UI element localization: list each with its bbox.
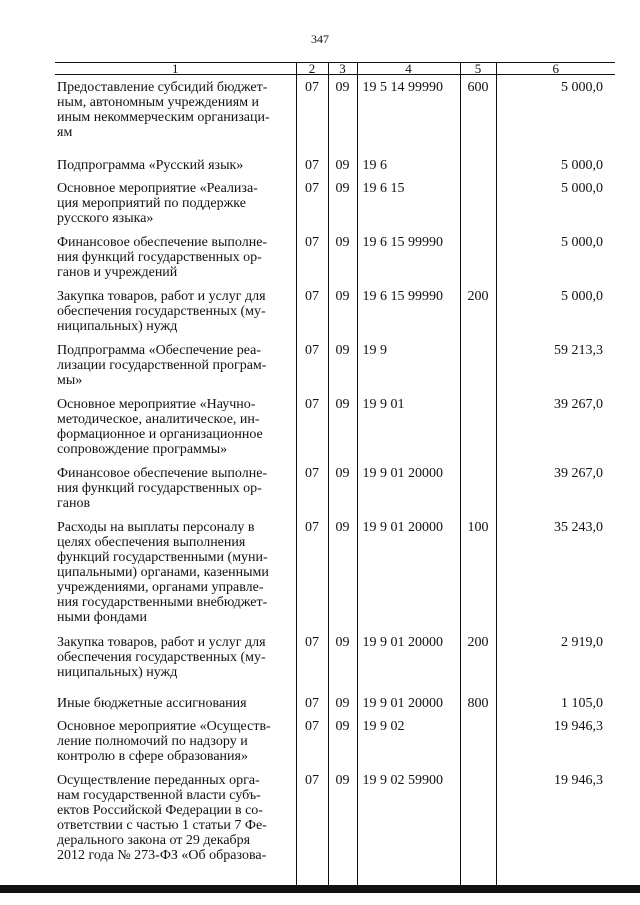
row-subsection: 09 bbox=[328, 392, 357, 461]
row-expense-type bbox=[460, 230, 496, 284]
row-code: 19 9 02 59900 bbox=[357, 768, 460, 888]
table-row bbox=[55, 461, 615, 515]
row-code: 19 6 15 99990 bbox=[357, 230, 460, 284]
column-header-subsection: 3 bbox=[328, 63, 357, 75]
row-subsection: 09 bbox=[328, 284, 357, 338]
header-row bbox=[55, 63, 615, 75]
row-name: Финансовое обеспечение выполне- ния функций государственных ор- ганов и учреждений bbox=[57, 234, 268, 280]
row-section: 07 bbox=[296, 230, 328, 284]
row-code: 19 6 bbox=[357, 153, 460, 176]
row-name: Финансовое обеспечение выполне- ния функций государственных ор- ганов bbox=[57, 465, 268, 511]
row-expense-type: 200 bbox=[460, 630, 496, 691]
row-code: 19 9 01 20000 bbox=[357, 691, 460, 714]
column-header-name: 1 bbox=[55, 63, 296, 75]
row-expense-type bbox=[460, 768, 496, 888]
table-row bbox=[55, 691, 615, 714]
table-row bbox=[55, 338, 615, 392]
row-expense-type bbox=[460, 338, 496, 392]
budget-table bbox=[55, 62, 615, 888]
row-subsection: 09 bbox=[328, 338, 357, 392]
row-name: Подпрограмма «Русский язык» bbox=[57, 157, 244, 173]
row-subsection: 09 bbox=[328, 153, 357, 176]
row-name: Основное мероприятие «Осуществ- ление полномочий по надзору и контролю в сфере образования» bbox=[57, 718, 271, 764]
column-header-code: 4 bbox=[357, 63, 460, 75]
row-section: 07 bbox=[296, 768, 328, 888]
row-section: 07 bbox=[296, 284, 328, 338]
row-code: 19 9 01 20000 bbox=[357, 461, 460, 515]
row-section: 07 bbox=[296, 338, 328, 392]
row-amount: 59 213,3 bbox=[496, 338, 615, 392]
row-subsection: 09 bbox=[328, 461, 357, 515]
table-row bbox=[55, 630, 615, 691]
row-code: 19 9 bbox=[357, 338, 460, 392]
row-name: Подпрограмма «Обеспечение реа- лизации государственной програм- мы» bbox=[57, 342, 267, 388]
row-section: 07 bbox=[296, 714, 328, 768]
row-subsection: 09 bbox=[328, 768, 357, 888]
row-code: 19 5 14 99990 bbox=[357, 75, 460, 153]
row-section: 07 bbox=[296, 153, 328, 176]
scan-edge-bar bbox=[0, 885, 640, 893]
row-expense-type: 800 bbox=[460, 691, 496, 714]
row-amount: 39 267,0 bbox=[496, 461, 615, 515]
row-code: 19 6 15 99990 bbox=[357, 284, 460, 338]
row-section: 07 bbox=[296, 75, 328, 153]
row-code: 19 6 15 bbox=[357, 176, 460, 230]
row-amount: 35 243,0 bbox=[496, 515, 615, 630]
table-row bbox=[55, 176, 615, 230]
row-expense-type: 100 bbox=[460, 515, 496, 630]
row-subsection: 09 bbox=[328, 75, 357, 153]
row-section: 07 bbox=[296, 691, 328, 714]
row-name: Предоставление субсидий бюджет- ным, автономным учреждениям и иным некоммерческим организаци- ям bbox=[57, 80, 270, 140]
row-subsection: 09 bbox=[328, 630, 357, 691]
row-amount: 5 000,0 bbox=[496, 153, 615, 176]
row-expense-type: 200 bbox=[460, 284, 496, 338]
row-amount: 5 000,0 bbox=[496, 176, 615, 230]
page-number: 347 bbox=[311, 32, 329, 46]
row-code: 19 9 01 20000 bbox=[357, 630, 460, 691]
table-row bbox=[55, 153, 615, 176]
row-amount: 5 000,0 bbox=[496, 75, 615, 153]
row-name: Расходы на выплаты персоналу в целях обеспечения выполнения функций государственными (муни- ципальными) органами, казенными учреждениями, органами управле- ния государственными внебюджет- ными фондами bbox=[57, 519, 269, 625]
table-row bbox=[55, 75, 615, 153]
row-expense-type bbox=[460, 176, 496, 230]
row-amount: 19 946,3 bbox=[496, 768, 615, 888]
row-expense-type bbox=[460, 153, 496, 176]
column-header-amount: 6 bbox=[496, 63, 615, 75]
column-header-section: 2 bbox=[296, 63, 328, 75]
row-name: Основное мероприятие «Научно- методическое, аналитическое, ин- формационное и организационное сопровождение программы» bbox=[57, 396, 263, 457]
row-amount: 1 105,0 bbox=[496, 691, 615, 714]
row-name: Основное мероприятие «Реализа- ция мероприятий по поддержке русского языка» bbox=[57, 180, 258, 226]
row-section: 07 bbox=[296, 392, 328, 461]
row-subsection: 09 bbox=[328, 515, 357, 630]
row-expense-type bbox=[460, 392, 496, 461]
row-section: 07 bbox=[296, 630, 328, 691]
column-header-type: 5 bbox=[460, 63, 496, 75]
table-row bbox=[55, 714, 615, 768]
row-amount: 39 267,0 bbox=[496, 392, 615, 461]
row-amount: 19 946,3 bbox=[496, 714, 615, 768]
row-expense-type bbox=[460, 461, 496, 515]
row-amount: 5 000,0 bbox=[496, 230, 615, 284]
table-body bbox=[55, 75, 615, 888]
row-expense-type bbox=[460, 714, 496, 768]
table-row bbox=[55, 392, 615, 461]
table-row bbox=[55, 515, 615, 630]
row-code: 19 9 01 bbox=[357, 392, 460, 461]
row-amount: 5 000,0 bbox=[496, 284, 615, 338]
row-name: Иные бюджетные ассигнования bbox=[57, 695, 247, 711]
row-code: 19 9 02 bbox=[357, 714, 460, 768]
row-expense-type: 600 bbox=[460, 75, 496, 153]
table-row bbox=[55, 230, 615, 284]
row-name: Закупка товаров, работ и услуг для обеспечения государственных (му- ниципальных) нужд bbox=[57, 288, 266, 334]
row-section: 07 bbox=[296, 461, 328, 515]
row-subsection: 09 bbox=[328, 691, 357, 714]
row-name: Осуществление переданных орга- нам государственной власти субъ- ектов Российской Федерации в со- ответствии с частью 1 статьи 7 Фе- дерального закона от 29 декабря 2012 года № 273-ФЗ «Об образова- bbox=[57, 772, 267, 863]
row-section: 07 bbox=[296, 515, 328, 630]
row-subsection: 09 bbox=[328, 176, 357, 230]
row-subsection: 09 bbox=[328, 714, 357, 768]
row-amount: 2 919,0 bbox=[496, 630, 615, 691]
table-row bbox=[55, 768, 615, 888]
row-name: Закупка товаров, работ и услуг для обеспечения государственных (му- ниципальных) нужд bbox=[57, 634, 266, 680]
table-row bbox=[55, 284, 615, 338]
row-code: 19 9 01 20000 bbox=[357, 515, 460, 630]
row-section: 07 bbox=[296, 176, 328, 230]
row-subsection: 09 bbox=[328, 230, 357, 284]
